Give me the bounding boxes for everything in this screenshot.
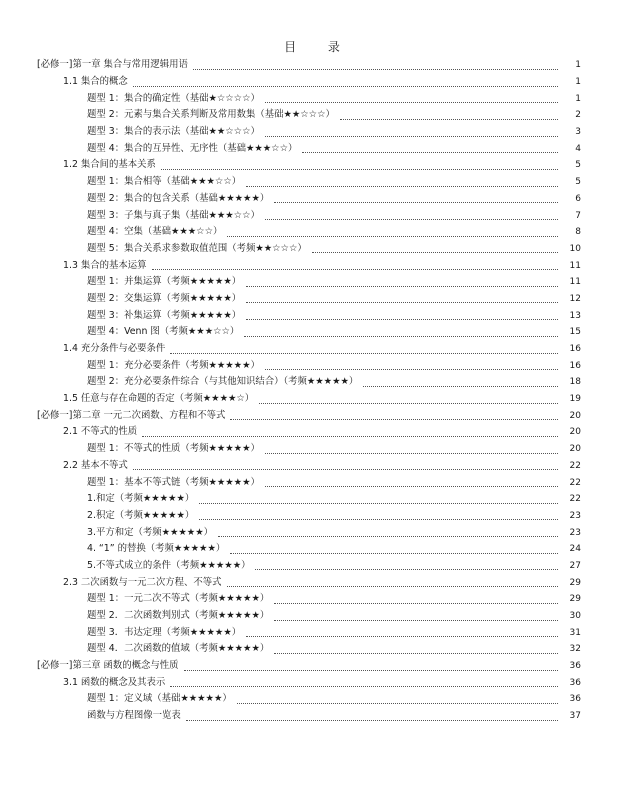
toc-entry-title: 1.5 任意与存在命题的否定（考频★★★★☆） (63, 393, 255, 405)
toc-entry-chapter[interactable] (0, 658, 638, 675)
toc-entry-title: 题型 2．二次函数判别式（考频★★★★★） (87, 610, 270, 622)
dot-leader (161, 168, 558, 170)
toc-entry-title: 题型 1：定义域（基础★★★★★） (87, 693, 232, 705)
toc-entry-topic[interactable] (0, 508, 638, 525)
toc-entry-title: 题型 2：交集运算（考频★★★★★） (87, 292, 242, 304)
toc-entry-title: 3.平方和定（考频★★★★★） (87, 526, 213, 538)
toc-page-number: 7 (575, 210, 581, 221)
toc-page-number: 20 (569, 427, 581, 438)
dot-leader (142, 435, 558, 437)
toc-entry-title: [必修一]第三章 函数的概念与性质 (37, 660, 179, 672)
toc-page-number: 36 (569, 661, 581, 672)
toc-entry-section[interactable] (0, 574, 638, 591)
toc-page-number: 1 (575, 77, 581, 88)
toc-entry-title: 2.2 基本不等式 (63, 459, 128, 471)
toc-entry-title: 2.3 二次函数与一元二次方程、不等式 (63, 576, 222, 588)
dot-leader (227, 235, 558, 237)
toc-entry-title: 题型 5：集合关系求参数取值范围（考频★★☆☆☆） (87, 242, 307, 254)
dot-leader (133, 468, 558, 470)
toc-page-number: 16 (569, 360, 581, 371)
dot-leader (265, 218, 558, 220)
toc-entry-section[interactable] (0, 74, 638, 91)
toc-entry-title: 题型 1：集合相等（基础★★★☆☆） (87, 176, 242, 188)
toc-entry-section[interactable] (0, 257, 638, 274)
toc-page-number: 1 (575, 60, 581, 71)
toc-entry-topic[interactable] (0, 591, 638, 608)
dot-leader (274, 602, 558, 604)
toc-entry-title: 题型 3：子集与真子集（基础★★★☆☆） (87, 209, 260, 221)
toc-entry-topic[interactable] (0, 291, 638, 308)
dot-leader (246, 301, 558, 303)
toc-page-number: 22 (569, 494, 581, 505)
toc-page-number: 36 (569, 694, 581, 705)
dot-leader (259, 402, 558, 404)
toc-entry-section[interactable] (0, 458, 638, 475)
toc-entry-topic[interactable] (0, 708, 638, 725)
dot-leader (255, 568, 558, 570)
toc-entry-topic[interactable] (0, 224, 638, 241)
dot-leader (170, 685, 558, 687)
dot-leader (302, 151, 558, 153)
toc-entry-section[interactable] (0, 674, 638, 691)
dot-leader (152, 268, 558, 270)
dot-leader (230, 418, 558, 420)
dot-leader (199, 518, 558, 520)
toc-entry-topic[interactable] (0, 90, 638, 107)
toc-entry-topic[interactable] (0, 207, 638, 224)
toc-entry-section[interactable] (0, 424, 638, 441)
toc-entry-title: 3.1 函数的概念及其表示 (63, 676, 166, 688)
dot-leader (186, 719, 558, 721)
toc-entry-topic[interactable] (0, 491, 638, 508)
dot-leader (274, 619, 558, 621)
toc-entry-title: 题型 1：不等式的性质（考频★★★★★） (87, 443, 260, 455)
toc-entry-topic[interactable] (0, 374, 638, 391)
toc-entry-title: 题型 2：充分必要条件综合（与其他知识结合）（考频★★★★★） (87, 376, 359, 388)
toc-page-number: 36 (569, 677, 581, 688)
toc-entry-title: 题型 2：集合的包含关系（基础★★★★★） (87, 192, 270, 204)
toc-page-number: 13 (569, 310, 581, 321)
toc-entry-chapter[interactable] (0, 57, 638, 74)
toc-page-number: 22 (569, 460, 581, 471)
toc-entry-topic[interactable] (0, 140, 638, 157)
toc-entry-title: 题型 2：元素与集合关系判断及常用数集（基础★★☆☆☆） (87, 109, 335, 121)
toc-entry-title: 2.积定（考频★★★★★） (87, 509, 195, 521)
toc-page-number: 18 (569, 377, 581, 388)
toc-entry-topic[interactable] (0, 541, 638, 558)
dot-leader (265, 101, 558, 103)
toc-page-number: 31 (569, 627, 581, 638)
toc-entry-title: 1.和定（考频★★★★★） (87, 493, 195, 505)
toc-entry-title: [必修一]第一章 集合与常用逻辑用语 (37, 59, 188, 71)
dot-leader (218, 535, 558, 537)
toc-entry-title: 题型 1：一元二次不等式（考频★★★★★） (87, 593, 270, 605)
toc-page-number: 20 (569, 444, 581, 455)
toc-page-number: 15 (569, 327, 581, 338)
toc-entry-title: 题型 1：基本不等式链（考频★★★★★） (87, 476, 260, 488)
toc-entry-title: 题型 4：空集（基础★★★☆☆） (87, 226, 223, 238)
toc-entry-title: [必修一]第二章 一元二次函数、方程和不等式 (37, 409, 226, 421)
toc-page-number: 1 (575, 93, 581, 104)
toc-page-number: 23 (569, 527, 581, 538)
toc-page-number: 6 (575, 193, 581, 204)
toc-page-number: 30 (569, 611, 581, 622)
toc-entry-topic[interactable] (0, 107, 638, 124)
toc-entry-title: 4. “1” 的替换（考频★★★★★） (87, 543, 226, 555)
toc-page-number: 24 (569, 544, 581, 555)
toc-entry-section[interactable] (0, 391, 638, 408)
dot-leader (274, 652, 558, 654)
dot-leader (246, 285, 558, 287)
toc-page-number: 37 (569, 711, 581, 722)
toc-entry-title: 5.不等式成立的条件（考频★★★★★） (87, 559, 251, 571)
toc-page-number: 32 (569, 644, 581, 655)
toc-entry-title: 题型 1：并集运算（考频★★★★★） (87, 276, 242, 288)
toc-entry-title: 1.2 集合间的基本关系 (63, 159, 156, 171)
toc-entry-topic[interactable] (0, 174, 638, 191)
toc-entry-topic[interactable] (0, 608, 638, 625)
toc-entry-topic[interactable] (0, 191, 638, 208)
toc-entry-topic[interactable] (0, 691, 638, 708)
toc-entry-title: 题型 4：Venn 图（考频★★★☆☆） (87, 326, 240, 338)
toc-entry-topic[interactable] (0, 624, 638, 641)
toc-page-number: 11 (569, 277, 581, 288)
toc-entry-topic[interactable] (0, 558, 638, 575)
dot-leader (274, 201, 558, 203)
toc-entry-title: 1.1 集合的概念 (63, 76, 128, 88)
toc-page-number: 29 (569, 594, 581, 605)
dot-leader (312, 251, 558, 253)
table-of-contents (0, 57, 638, 725)
toc-entry-topic[interactable] (0, 307, 638, 324)
dot-leader (230, 552, 558, 554)
toc-entry-title: 题型 4．二次函数的值域（考频★★★★★） (87, 643, 270, 655)
dot-leader (193, 68, 558, 70)
toc-entry-title: 题型 3．韦达定理（考频★★★★★） (87, 626, 242, 638)
toc-title: 目 录 (284, 40, 354, 54)
dot-leader (199, 502, 558, 504)
dot-leader (246, 318, 558, 320)
toc-page-number: 12 (569, 293, 581, 304)
toc-page-number: 2 (575, 110, 581, 121)
toc-entry-chapter[interactable] (0, 407, 638, 424)
toc-entry-title: 题型 1：充分必要条件（考频★★★★★） (87, 359, 260, 371)
toc-entry-topic[interactable] (0, 357, 638, 374)
dot-leader (246, 185, 558, 187)
toc-page-number: 3 (575, 127, 581, 138)
dot-leader (244, 335, 558, 337)
toc-entry-topic[interactable] (0, 524, 638, 541)
dot-leader (246, 635, 558, 637)
dot-leader (227, 585, 558, 587)
toc-entry-title: 1.4 充分条件与必要条件 (63, 343, 166, 355)
toc-page-number: 11 (569, 260, 581, 271)
dot-leader (265, 135, 558, 137)
toc-page-number: 23 (569, 510, 581, 521)
toc-page-number: 8 (575, 227, 581, 238)
toc-entry-section[interactable] (0, 341, 638, 358)
toc-entry-section[interactable] (0, 157, 638, 174)
toc-page-number: 10 (569, 243, 581, 254)
dot-leader (265, 368, 558, 370)
toc-entry-title: 题型 4：集合的互异性、无序性（基础★★★☆☆） (87, 142, 298, 154)
toc-page-number: 22 (569, 477, 581, 488)
dot-leader (265, 452, 558, 454)
toc-entry-title: 函数与方程图像一览表 (87, 710, 181, 722)
toc-entry-title: 题型 1：集合的确定性（基础★☆☆☆☆） (87, 92, 260, 104)
toc-entry-topic[interactable] (0, 241, 638, 258)
toc-page-number: 4 (575, 143, 581, 154)
toc-page-number: 27 (569, 560, 581, 571)
dot-leader (265, 485, 558, 487)
dot-leader (237, 702, 558, 704)
toc-entry-title: 1.3 集合的基本运算 (63, 259, 147, 271)
toc-entry-title: 题型 3：集合的表示法（基础★★☆☆☆） (87, 126, 260, 138)
dot-leader (184, 669, 558, 671)
dot-leader (340, 118, 558, 120)
toc-entry-topic[interactable] (0, 474, 638, 491)
toc-entry-topic[interactable] (0, 641, 638, 658)
toc-page-number: 20 (569, 410, 581, 421)
dot-leader (170, 352, 558, 354)
toc-entry-topic[interactable] (0, 274, 638, 291)
toc-entry-topic[interactable] (0, 124, 638, 141)
toc-entry-topic[interactable] (0, 441, 638, 458)
toc-entry-title: 题型 3：补集运算（考频★★★★★） (87, 309, 242, 321)
toc-entry-topic[interactable] (0, 324, 638, 341)
toc-page-number: 19 (569, 394, 581, 405)
toc-page-number: 29 (569, 577, 581, 588)
toc-page-number: 5 (575, 160, 581, 171)
toc-page-number: 16 (569, 344, 581, 355)
dot-leader (133, 85, 558, 87)
toc-entry-title: 2.1 不等式的性质 (63, 426, 138, 438)
dot-leader (363, 385, 558, 387)
toc-page-number: 5 (575, 177, 581, 188)
